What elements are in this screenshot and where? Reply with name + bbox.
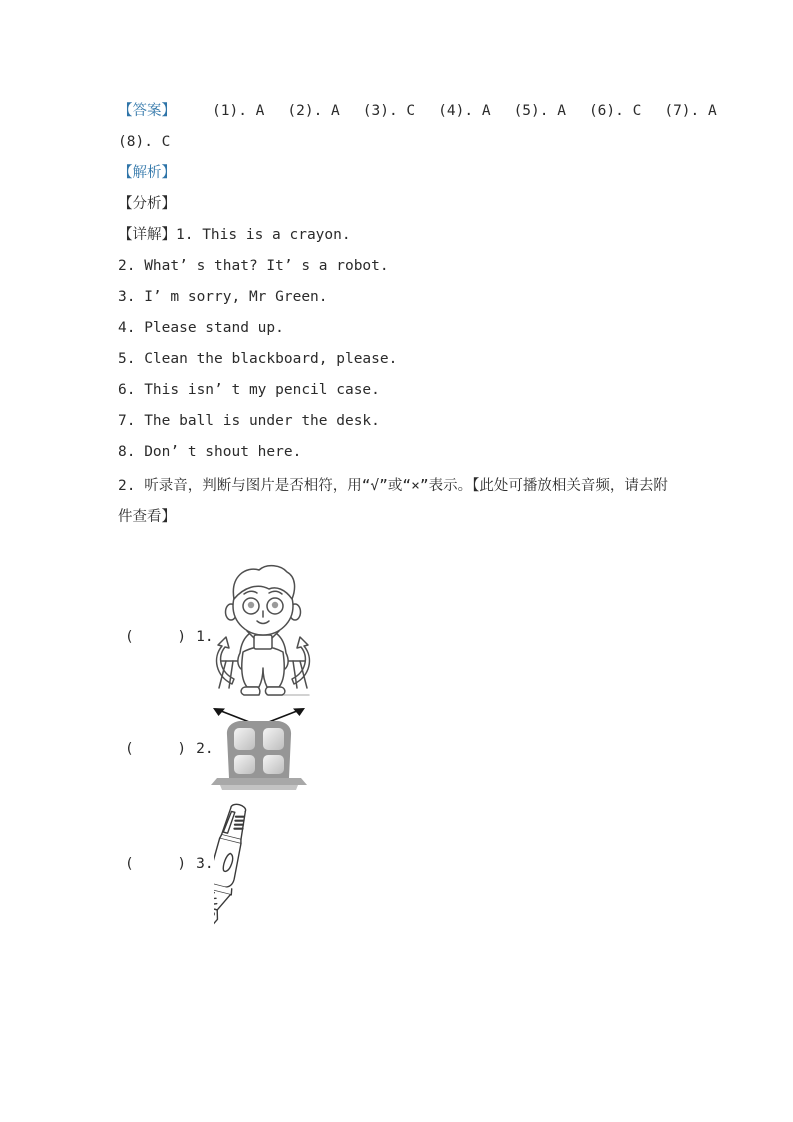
answer-parentheses: ( ) <box>125 856 187 872</box>
answer-item: (4). A <box>438 103 491 119</box>
listening-item-3-blank <box>125 854 214 874</box>
detail-sentence: 1. This is a crayon. <box>176 227 351 243</box>
answer-item: (3). C <box>362 103 416 119</box>
fountain-pen-icon <box>214 802 276 934</box>
answer-item: (7). A <box>664 103 717 119</box>
detail-sentence: 4. Please stand up. <box>118 320 284 336</box>
detail-sentence: 2. What’ s that? It’ s a robot. <box>118 258 389 274</box>
item-number: 3. <box>196 856 214 872</box>
xiangjie-section-label: 【详解】 <box>118 227 176 243</box>
detail-sentence: 3. I’ m sorry, Mr Green. <box>118 289 328 305</box>
item-number: 1. <box>196 629 214 645</box>
detail-sentence: 8. Don’ t shout here. <box>118 444 302 460</box>
detail-sentence: 5. Clean the blackboard, please. <box>118 351 398 367</box>
answer-item: (2). A <box>287 103 340 119</box>
answer-item: (6). C <box>588 103 642 119</box>
listening-item-2-blank <box>125 739 214 759</box>
answer-parentheses: ( ) <box>125 741 187 757</box>
item-number: 2. <box>196 741 214 757</box>
listening-item-1-blank <box>125 627 214 647</box>
answer-section-label: 【答案】 <box>118 103 176 119</box>
question2-instruction: 2. 听录音，判断与图片是否相符，用“√”或“×”表示。【此处可播放相关音频，请去附件查看】 <box>118 478 668 525</box>
answer-item: (1). A <box>212 103 265 119</box>
jiexi-section-label: 【解析】 <box>118 165 176 181</box>
boy-stand-up-illustration <box>207 560 319 702</box>
answer-analysis-block <box>118 96 717 533</box>
fenxi-section-label: 【分析】 <box>118 196 176 212</box>
answers-row <box>118 96 717 127</box>
fountain-pen-illustration <box>214 802 276 934</box>
detail-sentence: 7. The ball is under the desk. <box>118 413 380 429</box>
boy-stand-up-icon <box>207 560 319 702</box>
detail-sentence: 6. This isn’ t my pencil case. <box>118 382 380 398</box>
answer-parentheses: ( ) <box>125 629 187 645</box>
open-window-illustration <box>207 704 311 792</box>
xiangjie-line <box>118 220 681 251</box>
answer-item: (5). A <box>513 103 566 119</box>
answer-item-overflow: (8). C <box>118 134 171 150</box>
open-window-icon <box>207 704 311 792</box>
